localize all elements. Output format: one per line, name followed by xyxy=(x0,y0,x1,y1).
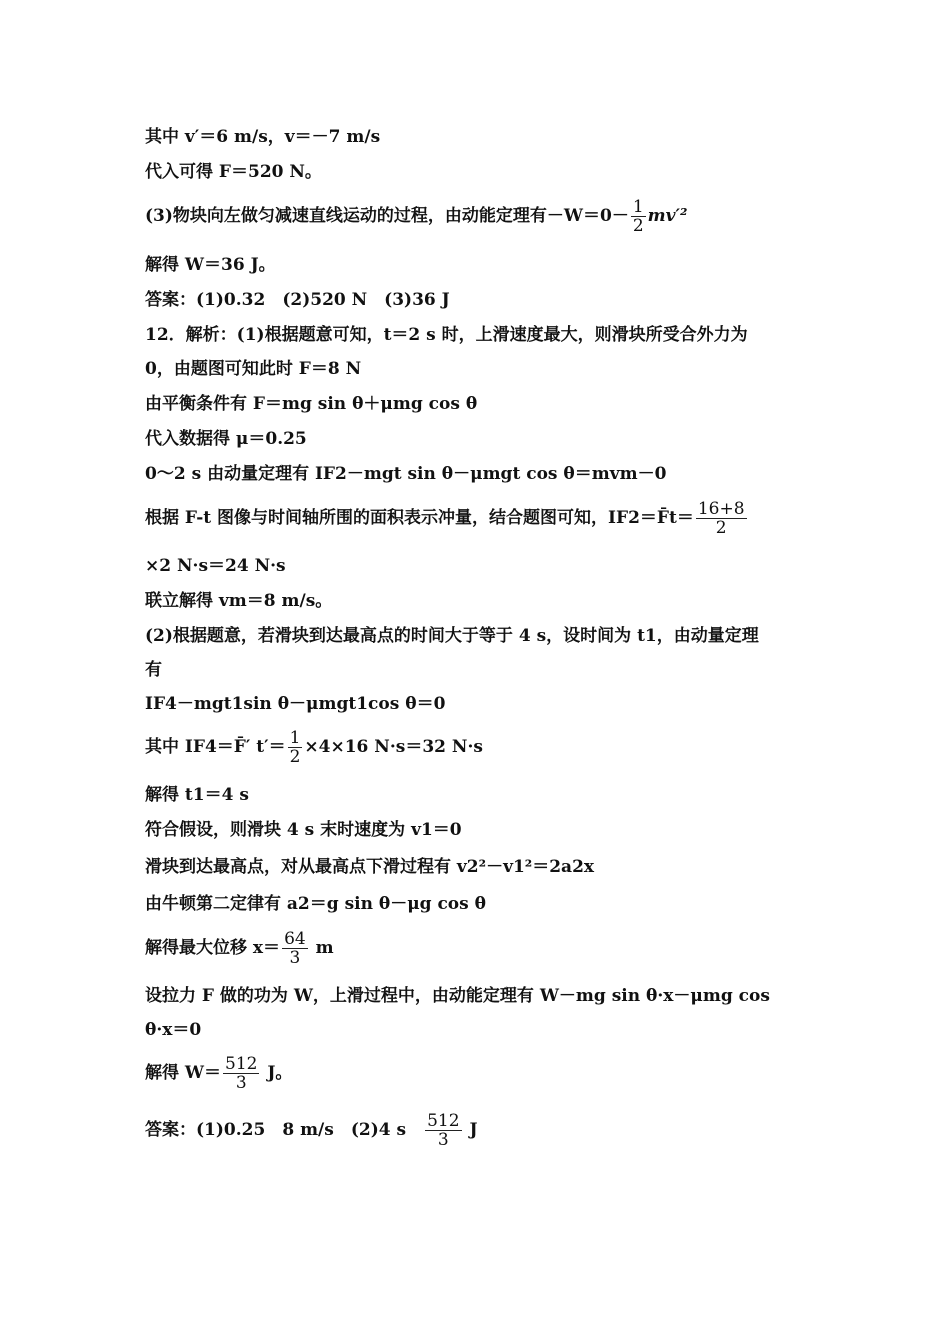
line-2: 代入可得 F＝520 N。 xyxy=(145,162,322,182)
line-9: 代入数据得 μ＝0.25 xyxy=(145,429,307,449)
fraction-numerator: 512 xyxy=(427,1111,460,1131)
line-25 xyxy=(145,1055,810,1092)
line-17-tail: ×4×16 N·s＝32 N·s xyxy=(304,737,483,757)
line-23: 设拉力 F 做的功为 W，上滑过程中，由动能定理有 W－mg sin θ·x－μmg cos xyxy=(145,986,770,1006)
fraction-denominator: 3 xyxy=(235,1073,247,1093)
line-1: 其中 v′＝6 m/s，v＝－7 m/s xyxy=(145,127,381,147)
line-25-unit: J。 xyxy=(267,1063,293,1083)
fraction-denominator: 2 xyxy=(289,747,301,767)
line-3-text: (3)物块向左做匀减速直线运动的过程，由动能定理有－W＝0－ xyxy=(145,206,629,226)
line-16: IF4－mgt1sin θ－μmgt1cos θ＝0 xyxy=(145,694,446,714)
fraction-one-half xyxy=(288,729,303,766)
line-22 xyxy=(145,930,810,967)
line-20: 滑块到达最高点，对从最高点下滑过程有 v2²－v1²＝2a2x xyxy=(145,857,595,877)
line-6: 12．解析：(1)根据题意可知，t＝2 s 时，上滑速度最大，则滑块所受合外力为 xyxy=(145,325,748,345)
fraction-numerator: 512 xyxy=(225,1054,258,1074)
line-11 xyxy=(145,500,810,537)
fraction-16-8-over-2 xyxy=(696,500,747,537)
fraction-numerator: 16+8 xyxy=(697,499,745,519)
line-19: 符合假设，则滑块 4 s 末时速度为 v1＝0 xyxy=(145,820,462,840)
line-12: ×2 N·s＝24 N·s xyxy=(145,556,286,576)
line-15: 有 xyxy=(145,660,162,680)
line-13: 联立解得 vm＝8 m/s。 xyxy=(145,591,333,611)
answer-line-11: 答案：(1)0.32 (2)520 N (3)36 J xyxy=(145,290,450,310)
fraction-denominator: 2 xyxy=(632,216,644,236)
line-8: 由平衡条件有 F＝mg sin θ＋μmg cos θ xyxy=(145,394,478,414)
line-10: 0～2 s 由动量定理有 IF2－mgt sin θ－μmgt cos θ＝mvm－0 xyxy=(145,464,667,484)
fraction-numerator: 1 xyxy=(632,197,644,217)
fraction-denominator: 2 xyxy=(715,518,727,538)
line-3 xyxy=(145,198,810,235)
line-11-text: 根据 F-t 图像与时间轴所围的面积表示冲量，结合题图可知，IF2＝F̄t＝ xyxy=(145,508,694,528)
line-18: 解得 t1＝4 s xyxy=(145,785,249,805)
line-7: 0，由题图可知此时 F＝8 N xyxy=(145,359,362,379)
line-22-unit: m xyxy=(315,938,334,958)
line-21: 由牛顿第二定律有 a2＝g sin θ－μg cos θ xyxy=(145,894,486,914)
line-3-tail: mv′² xyxy=(647,206,688,226)
line-4: 解得 W＝36 J。 xyxy=(145,255,276,275)
fraction-denominator: 3 xyxy=(289,948,301,968)
answer-line-12 xyxy=(145,1112,810,1149)
answer-text: 答案：(1)0.25 8 m/s (2)4 s xyxy=(145,1120,424,1140)
line-22-text: 解得最大位移 x＝ xyxy=(145,938,281,958)
fraction-512-over-3 xyxy=(425,1112,461,1149)
fraction-numerator: 1 xyxy=(289,728,301,748)
fraction-denominator: 3 xyxy=(437,1130,449,1150)
fraction-one-half xyxy=(631,198,646,235)
fraction-numerator: 64 xyxy=(284,929,306,949)
line-17 xyxy=(145,729,810,766)
fraction-512-over-3 xyxy=(223,1055,259,1092)
line-14: (2)根据题意，若滑块到达最高点的时间大于等于 4 s，设时间为 t1，由动量定理 xyxy=(145,626,759,646)
line-17-text: 其中 IF4＝F̄′ t′＝ xyxy=(145,737,286,757)
answer-unit: J xyxy=(469,1120,478,1140)
fraction-64-over-3 xyxy=(282,930,308,967)
line-25-text: 解得 W＝ xyxy=(145,1063,222,1083)
line-24: θ·x＝0 xyxy=(145,1020,202,1040)
